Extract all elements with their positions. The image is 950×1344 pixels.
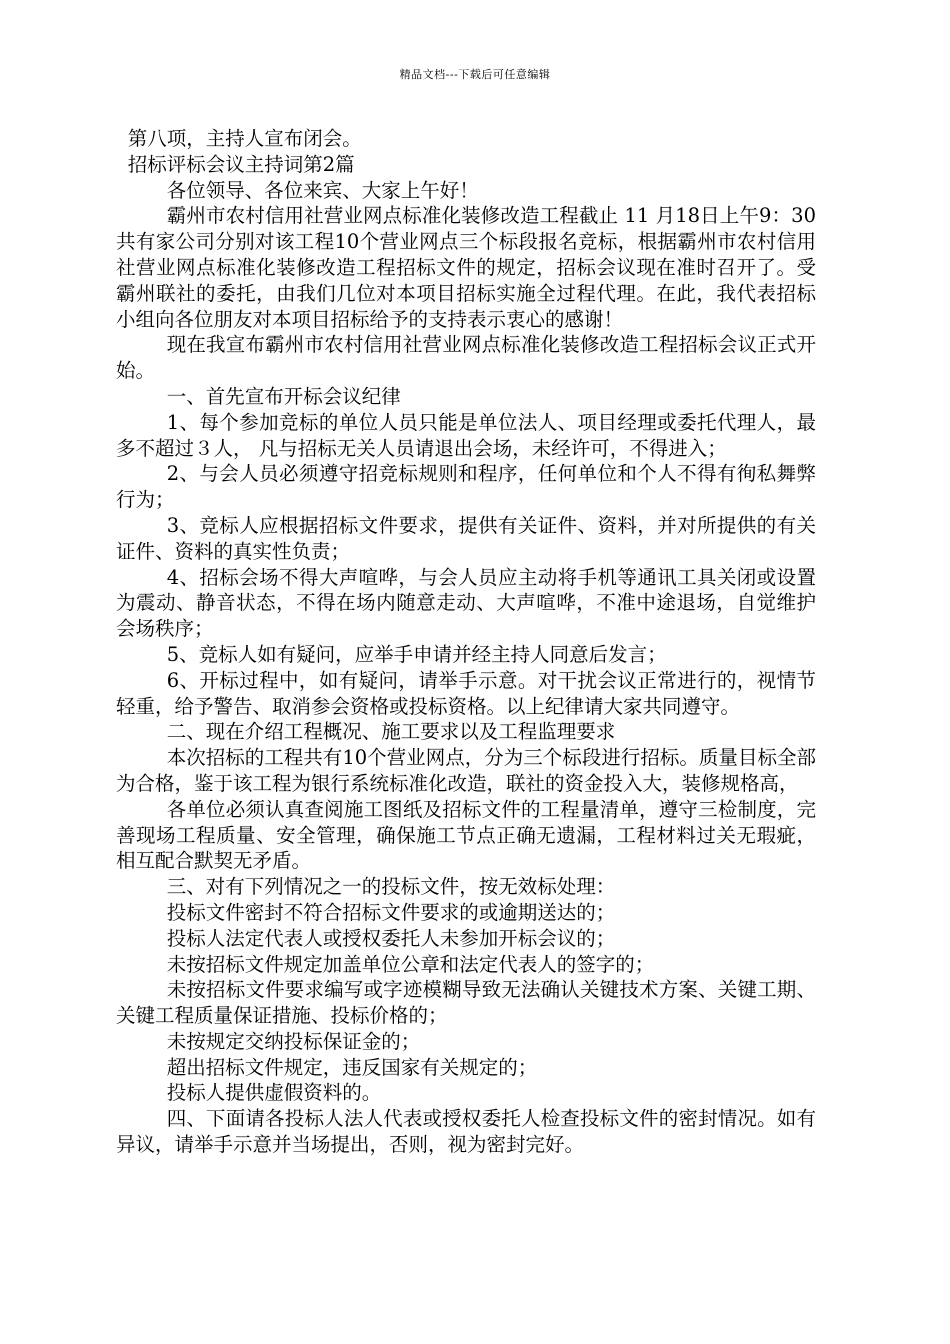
paragraph: 现在我宣布霸州市农村信用社营业网点标准化装修改造工程招标会议正式开始。 xyxy=(116,333,816,383)
list-item: 4、招标会场不得大声喧哗，与会人员应主动将手机等通讯工具关闭或设置为震动、静音状态，不得在场内随意走动、大声喧哗，不准中途退场，自觉维护会场秩序； xyxy=(116,565,816,641)
section-heading: 二、现在介绍工程概况、施工要求以及工程监理要求 xyxy=(166,720,616,744)
list-item: 未按招标文件规定加盖单位公章和法定代表人的签字的； xyxy=(166,952,655,976)
greeting-paragraph: 各位领导、各位来宾、大家上午好！ xyxy=(166,178,479,202)
list-item: 投标文件密封不符合招标文件要求的或逾期送达的； xyxy=(166,900,616,924)
paragraph: 霸州市农村信用社营业网点标准化装修改造工程截止 11 月18日上午9：30共有家公司分别对该工程10个营业网点三个标段报名竞标，根据霸州市农村信用社营业网点标准化装修改造工程招标文件的规定，招标会议现在准时召开了。受霸州联社的委托，由我们几位对本项目招标实施全过程代理。在此，我代表招标小组向各位朋友对本项目招标给予的支持表示衷心的感谢！ xyxy=(116,204,816,331)
list-item: 未按招标文件要求编写或字迹模糊导致无法确认关键技术方案、关键工期、关键工程质量保证措施、投标价格的； xyxy=(116,978,816,1028)
list-item: 6、开标过程中，如有疑问，请举手示意。对干扰会议正常进行的，视情节轻重，给予警告、取消参会资格或投标资格。以上纪律请大家共同遵守。 xyxy=(116,668,816,718)
paragraph: 本次招标的工程共有10个营业网点，分为三个标段进行招标。质量目标全部为合格，鉴于该工程为银行系统标准化改造，联社的资金投入大，装修规格高， xyxy=(116,746,816,795)
paragraph-closing-item: 第八项，主持人宣布闭会。 xyxy=(127,127,362,150)
section-heading: 一、首先宣布开标会议纪律 xyxy=(166,384,401,408)
list-item: 3、竞标人应根据招标文件要求，提供有关证件、资料，并对所提供的有关证件、资料的真实性负责； xyxy=(116,513,816,563)
list-item: 投标人法定代表人或授权委托人未参加开标会议的； xyxy=(166,926,616,950)
section-title: 招标评标会议主持词第2篇 xyxy=(127,152,355,176)
list-item: 5、竞标人如有疑问，应举手申请并经主持人同意后发言； xyxy=(166,642,667,666)
list-item: 未按规定交纳投标保证金的； xyxy=(166,1029,421,1053)
list-item: 1、每个参加竞标的单位人员只能是单位法人、项目经理或委托代理人，最多不超过３人， 凡与招标无关人员请退出会场，未经许可，不得进入； xyxy=(116,410,816,460)
paragraph: 各单位必须认真查阅施工图纸及招标文件的工程量清单，遵守三检制度，完善现场工程质量、安全管理，确保施工节点正确无遗漏，工程材料过关无瑕疵，相互配合默契无矛盾。 xyxy=(116,797,816,873)
section-heading: 四、下面请各投标人法人代表或授权委托人检查投标文件的密封情况。如有异议，请举手示意并当场提出，否则，视为密封完好。 xyxy=(116,1107,816,1157)
list-item: 投标人提供虚假资料的。 xyxy=(166,1081,382,1105)
list-item: 超出招标文件规定，违反国家有关规定的； xyxy=(166,1055,538,1079)
page-header: 精品文档---下载后可任意编辑 xyxy=(399,68,551,81)
section-heading: 三、对有下列情况之一的投标文件，按无效标处理： xyxy=(166,875,616,899)
document-body xyxy=(116,126,816,1158)
list-item: 2、与会人员必须遵守招竞标规则和程序，任何单位和个人不得有徇私舞弊行为； xyxy=(116,462,816,512)
